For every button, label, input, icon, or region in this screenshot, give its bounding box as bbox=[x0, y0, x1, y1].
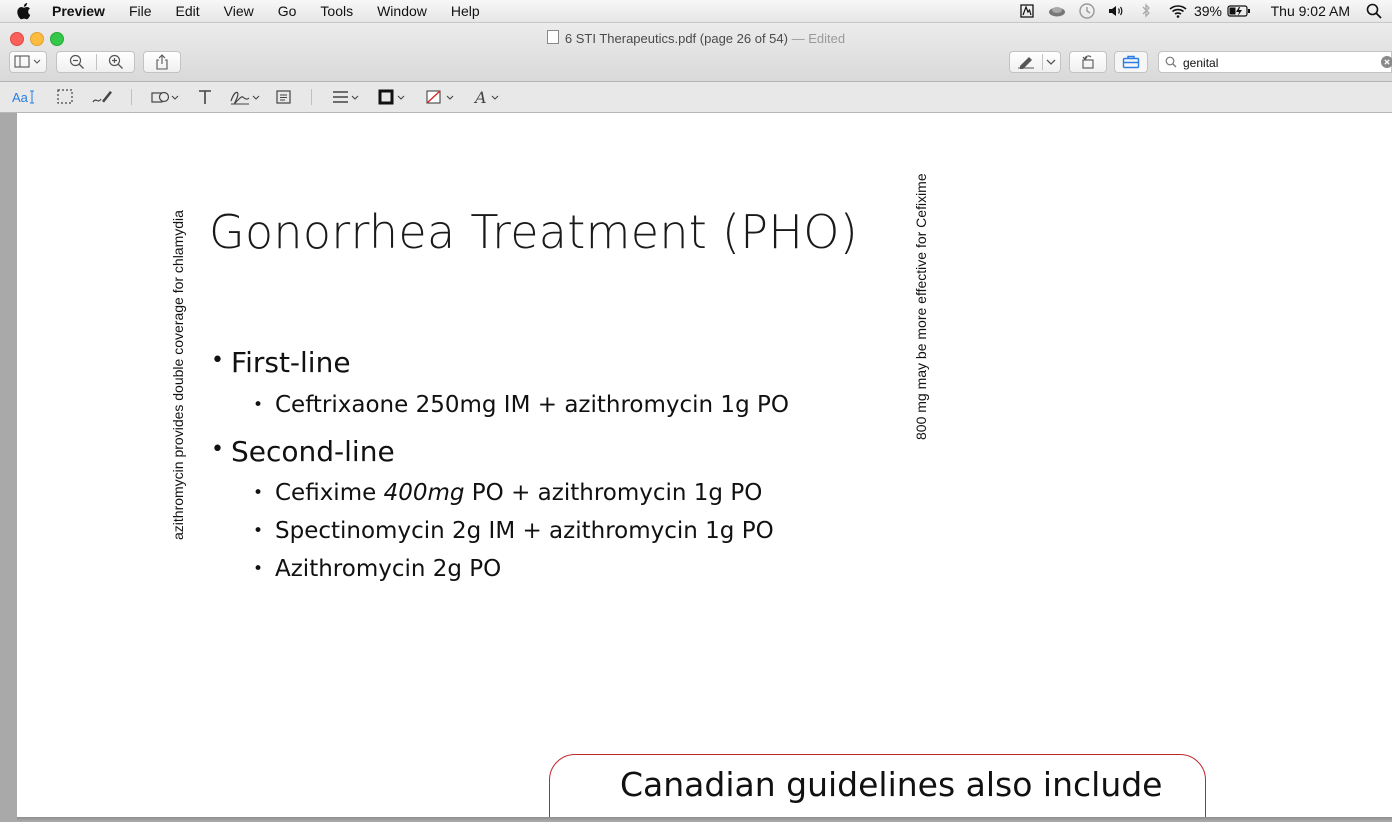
marquee-select-icon bbox=[56, 87, 74, 107]
zoom-out-icon[interactable] bbox=[69, 54, 85, 70]
fill-color-tool[interactable] bbox=[424, 87, 458, 107]
text-selection-tool[interactable] bbox=[11, 87, 37, 107]
sign-tool[interactable] bbox=[229, 87, 263, 107]
menu-edit[interactable]: Edit bbox=[175, 3, 200, 19]
note-tool[interactable] bbox=[275, 87, 293, 107]
border-color-tool[interactable] bbox=[377, 87, 409, 107]
shape-style-tool[interactable] bbox=[331, 87, 361, 107]
bullet-first-line-text: First-line bbox=[231, 346, 351, 379]
bullet-first-line bbox=[211, 346, 351, 379]
zoom-in-icon[interactable] bbox=[108, 54, 124, 70]
bullet-dot: • bbox=[211, 437, 224, 462]
search-icon bbox=[1165, 56, 1177, 68]
bullet-azithromycin-text: Azithromycin 2g PO bbox=[275, 556, 502, 582]
shapes-tool[interactable] bbox=[150, 87, 180, 107]
menu-window[interactable]: Window bbox=[377, 3, 427, 19]
cefixime-dose: 400mg bbox=[383, 480, 465, 506]
menu-go[interactable]: Go bbox=[277, 3, 297, 19]
menu-tools[interactable]: Tools bbox=[320, 3, 354, 19]
border-color-icon bbox=[377, 87, 409, 107]
edited-label[interactable]: Edited bbox=[808, 31, 846, 46]
text-select-icon bbox=[11, 87, 37, 107]
signature-icon bbox=[229, 87, 263, 107]
window-titlebar bbox=[0, 23, 1392, 82]
time-machine-icon[interactable] bbox=[1077, 0, 1097, 22]
text-style-icon bbox=[473, 87, 503, 107]
spotlight-search-icon[interactable] bbox=[1364, 0, 1384, 22]
menu-file[interactable]: File bbox=[128, 3, 152, 19]
fill-color-icon bbox=[424, 87, 458, 107]
bullet-dot: • bbox=[211, 348, 224, 373]
rotate-button[interactable] bbox=[1069, 51, 1107, 73]
bluetooth-icon[interactable] bbox=[1136, 0, 1156, 22]
wifi-icon[interactable] bbox=[1168, 0, 1188, 22]
clear-search-icon[interactable] bbox=[1381, 56, 1392, 68]
search-field[interactable] bbox=[1158, 51, 1392, 73]
slide-title: Gonorrhea Treatment (PHO) bbox=[209, 205, 858, 259]
document-viewer[interactable] bbox=[0, 113, 1392, 822]
sketch-pen-icon bbox=[91, 87, 113, 107]
markup-toolbar bbox=[0, 82, 1392, 113]
notes-icon[interactable] bbox=[1017, 0, 1037, 22]
document-title: 6 STI Therapeutics.pdf (page 26 of 54) bbox=[564, 31, 788, 46]
volume-icon[interactable] bbox=[1106, 0, 1126, 22]
share-button[interactable] bbox=[143, 51, 181, 73]
menu-view[interactable]: View bbox=[223, 3, 254, 19]
svg-text:A: A bbox=[475, 88, 487, 107]
menu-help[interactable]: Help bbox=[450, 3, 480, 19]
menu-app-name[interactable]: Preview bbox=[52, 3, 105, 19]
bullet-dot: • bbox=[253, 521, 264, 541]
pdf-page[interactable] bbox=[17, 113, 1392, 817]
battery-charging-icon[interactable] bbox=[1226, 0, 1252, 22]
sidebar-view-button[interactable] bbox=[9, 51, 47, 73]
toolbox-icon bbox=[1122, 55, 1140, 69]
chevron-down-icon[interactable] bbox=[1046, 59, 1056, 65]
text-tool[interactable] bbox=[197, 87, 213, 107]
bullet-dot: • bbox=[253, 559, 264, 579]
cefixime-suffix: PO + azithromycin 1g PO bbox=[464, 480, 763, 506]
bullet-dot: • bbox=[253, 395, 264, 415]
markup-toolbar-button[interactable] bbox=[1114, 51, 1148, 73]
text-style-tool[interactable] bbox=[473, 87, 503, 107]
window-title bbox=[0, 30, 1392, 46]
highlighter-pen-icon bbox=[1017, 55, 1035, 69]
bullet-spectinomycin bbox=[253, 518, 774, 544]
title-separator: — bbox=[791, 31, 805, 46]
bullet-azithromycin bbox=[253, 556, 502, 582]
text-tool-icon bbox=[197, 87, 213, 107]
callout-text: Canadian guidelines also include bbox=[620, 765, 1163, 804]
page-shadow bbox=[17, 817, 1392, 821]
menu-bar bbox=[0, 0, 1392, 23]
cefixime-prefix: Cefixime bbox=[275, 480, 384, 506]
svg-text:Aa: Aa bbox=[12, 90, 28, 105]
share-icon bbox=[155, 54, 169, 70]
bullet-second-line bbox=[211, 435, 395, 468]
zoom-segmented-control bbox=[56, 51, 135, 73]
menubar-clock[interactable]: Thu 9:02 AM bbox=[1270, 3, 1350, 19]
note-icon bbox=[275, 87, 293, 107]
rectangular-selection-tool[interactable] bbox=[56, 87, 74, 107]
callout-box bbox=[549, 754, 1206, 817]
sidebar-icon bbox=[14, 55, 42, 69]
apple-menu-icon[interactable] bbox=[17, 2, 33, 20]
bullet-ceftriaxone-text: Ceftrixaone 250mg IM + azithromycin 1g PO bbox=[275, 392, 789, 418]
battery-percent: 39% bbox=[1193, 3, 1222, 19]
search-input[interactable] bbox=[1181, 54, 1375, 72]
bullet-spectinomycin-text: Spectinomycin 2g IM + azithromycin 1g PO bbox=[275, 518, 774, 544]
bullet-ceftriaxone bbox=[253, 392, 789, 418]
shapes-icon bbox=[150, 87, 180, 107]
highlight-button[interactable] bbox=[1009, 51, 1061, 73]
bullet-cefixime bbox=[253, 480, 763, 506]
cloud-icon[interactable] bbox=[1047, 0, 1067, 22]
pdf-document-icon bbox=[547, 30, 559, 44]
sketch-tool[interactable] bbox=[91, 87, 113, 107]
bullet-second-line-text: Second-line bbox=[231, 435, 395, 468]
rotate-left-icon bbox=[1080, 54, 1096, 70]
speaker-note-left: azithromycin provides double coverage for chlamydia bbox=[170, 210, 186, 540]
bullet-dot: • bbox=[253, 483, 264, 503]
line-style-icon bbox=[331, 87, 361, 107]
speaker-note-right: 800 mg may be more effective for Cefixime bbox=[913, 173, 929, 440]
